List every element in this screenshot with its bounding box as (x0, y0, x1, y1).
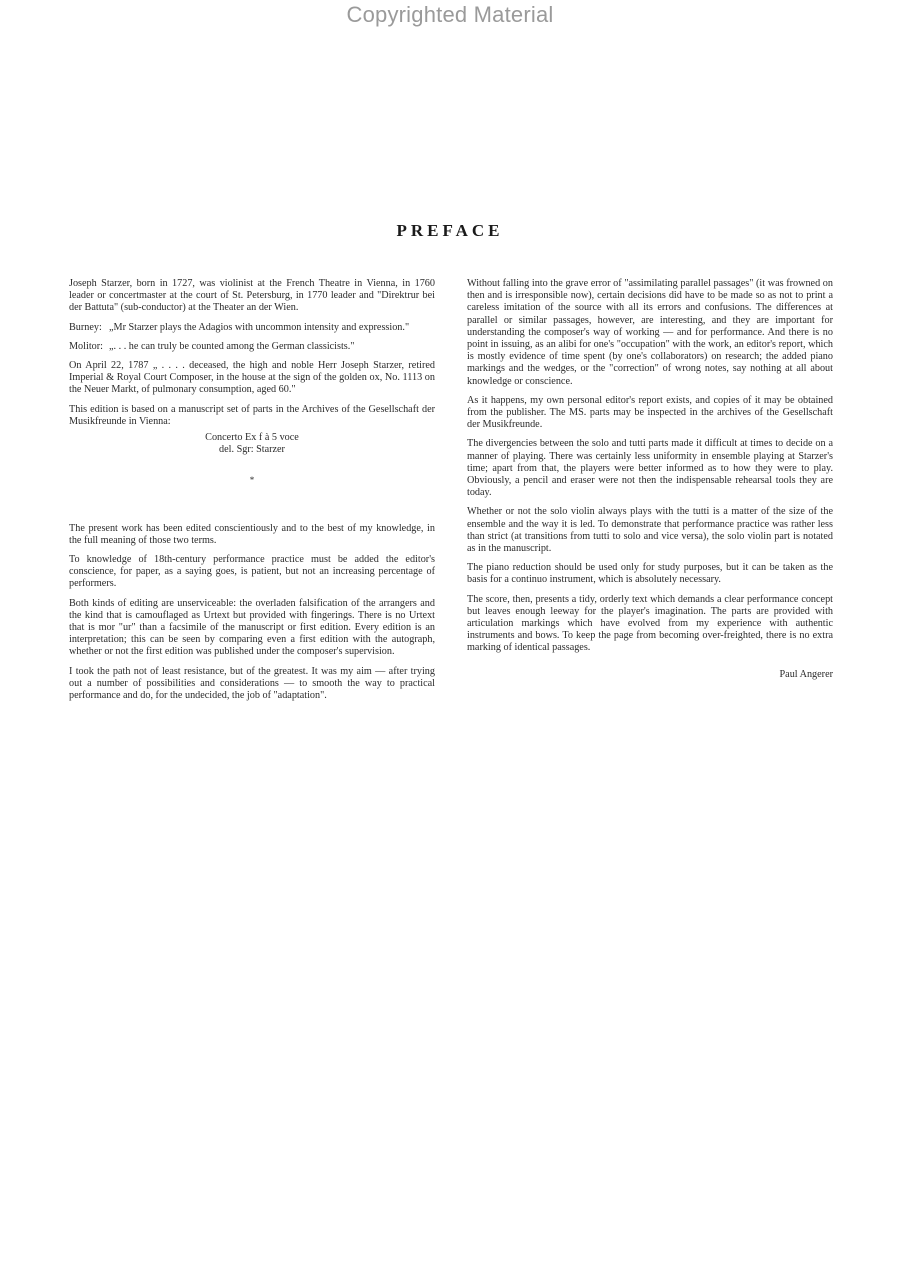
paragraph-parallel-passages: Without falling into the grave error of "assimilating parallel passages" (it was frowned on then and is irresponsible now), certain decisions did have to be made so as not to print a careless imitation of the source with all its errors and confusions. The differences at parallel or similar passages, however, are interesting, and they are important for understanding the composer's way of working — and for performance. And there is no point in issuing, as an alibi for one's "occupation" with the work, an editor's report, which is mostly evidence of time spent (by one's collaborators) on research; the added piano markings and the wedges, or the "correction" of wrong notes, say nothing at all about knowledge or conscience. (467, 278, 833, 387)
paragraph-editing-kinds: Both kinds of editing are unserviceable: the overladen falsification of the arrangers and the kind that is camouflaged as Urtext but provided with fingerings. There is no Urtext that is mor "ur" than a facsimile of the manuscript or first edition. Every edition is an interpretation; this can be seen by comparing even a first edition with the autograph, whether or not the first edition was published under the composer's supervision. (69, 597, 435, 658)
paragraph-solo-violin: Whether or not the solo violin always plays with the tutti is a matter of the size of the ensemble and the way it is led. To demonstrate that performance practice was rather less than strict (at transitions from tutti to solo and vice versa), the solo violin part is notated as in the manuscript. (467, 506, 833, 555)
paragraph-editor-report: As it happens, my own personal editor's report exists, and copies of it may be obtained from the publisher. The MS. parts may be inspected in the archives of the Gesellschaft der Musikfreunde. (467, 394, 833, 431)
quote-text: „Mr Starzer plays the Adagios with uncommon intensity and expression." (109, 321, 410, 333)
source-title (69, 432, 435, 456)
paragraph-knowledge: To knowledge of 18th-century performance practice must be added the editor's conscience, for paper, as a saying goes, is patient, but not an increasing percentage of performers. (69, 554, 435, 590)
copyright-watermark: Copyrighted Material (346, 2, 554, 27)
quote-author: Burney: (69, 321, 102, 333)
paragraph-biography: Joseph Starzer, born in 1727, was violinist at the French Theatre in Vienna, in 1760 leader or concertmaster at the court of St. Petersburg, in 1770 leader and "Direktrur bei der Battuta" (sub-conductor) at the Theater an der Wien. (69, 278, 435, 314)
paragraph-source: This edition is based on a manuscript set of parts in the Archives of the Gesellschaft der Musikfreunde in Vienna: (69, 403, 435, 427)
paragraph-path: I took the path not of least resistance, but of the greatest. It was my aim — after trying out a number of possibilities and considerations — to smooth the way to practical performance and do, for the undecided, the job of "adaptation". (69, 665, 435, 702)
quote-burney (69, 322, 435, 334)
left-column (69, 278, 435, 709)
right-column (467, 278, 833, 681)
author-signature: Paul Angerer (779, 668, 833, 680)
quote-text: „. . . he can truly be counted among the German classicists." (109, 340, 355, 352)
paragraph-piano-reduction: The piano reduction should be used only for study purposes, but it can be taken as the basis for a continuo instrument, which is absolutely necessary. (467, 562, 833, 586)
paragraph-edited: The present work has been edited conscientiously and to the best of my knowledge, in the full meaning of those two terms. (69, 522, 435, 546)
paragraph-divergencies: The divergencies between the solo and tutti parts made it difficult at times to decide on a manner of playing. There was certainly less uniformity in ensemble playing at Starzer's time; apart from that, the players were better informed as to how they were to play. Obviously, a pencil and eraser were not then the indispensable rehearsal tools they are today. (467, 438, 833, 499)
quote-author: Molitor: (69, 340, 103, 352)
source-title-line: Concerto Ex f à 5 voce (205, 432, 299, 444)
paragraph-death-notice: On April 22, 1787 „ . . . . deceased, the high and noble Herr Joseph Starzer, retired Imperial & Royal Court Composer, in the house at the sign of the golden ox, No. 1113 on the Neuer Markt, of pulmonary consumption, aged 60." (69, 360, 435, 396)
page-title: PREFACE (396, 221, 504, 240)
section-divider: * (249, 475, 255, 486)
paragraph-score: The score, then, presents a tidy, orderly text which demands a clear performance concept but leaves enough leeway for the player's imagination. The parts are provided with articulation markings which have evolved from my experience with authentic instruments and bows. To keep the page from becoming over-freighted, there is no extra marking of identical passages. (467, 593, 833, 654)
quote-molitor (69, 341, 435, 353)
source-title-line: del. Sgr: Starzer (219, 444, 285, 456)
